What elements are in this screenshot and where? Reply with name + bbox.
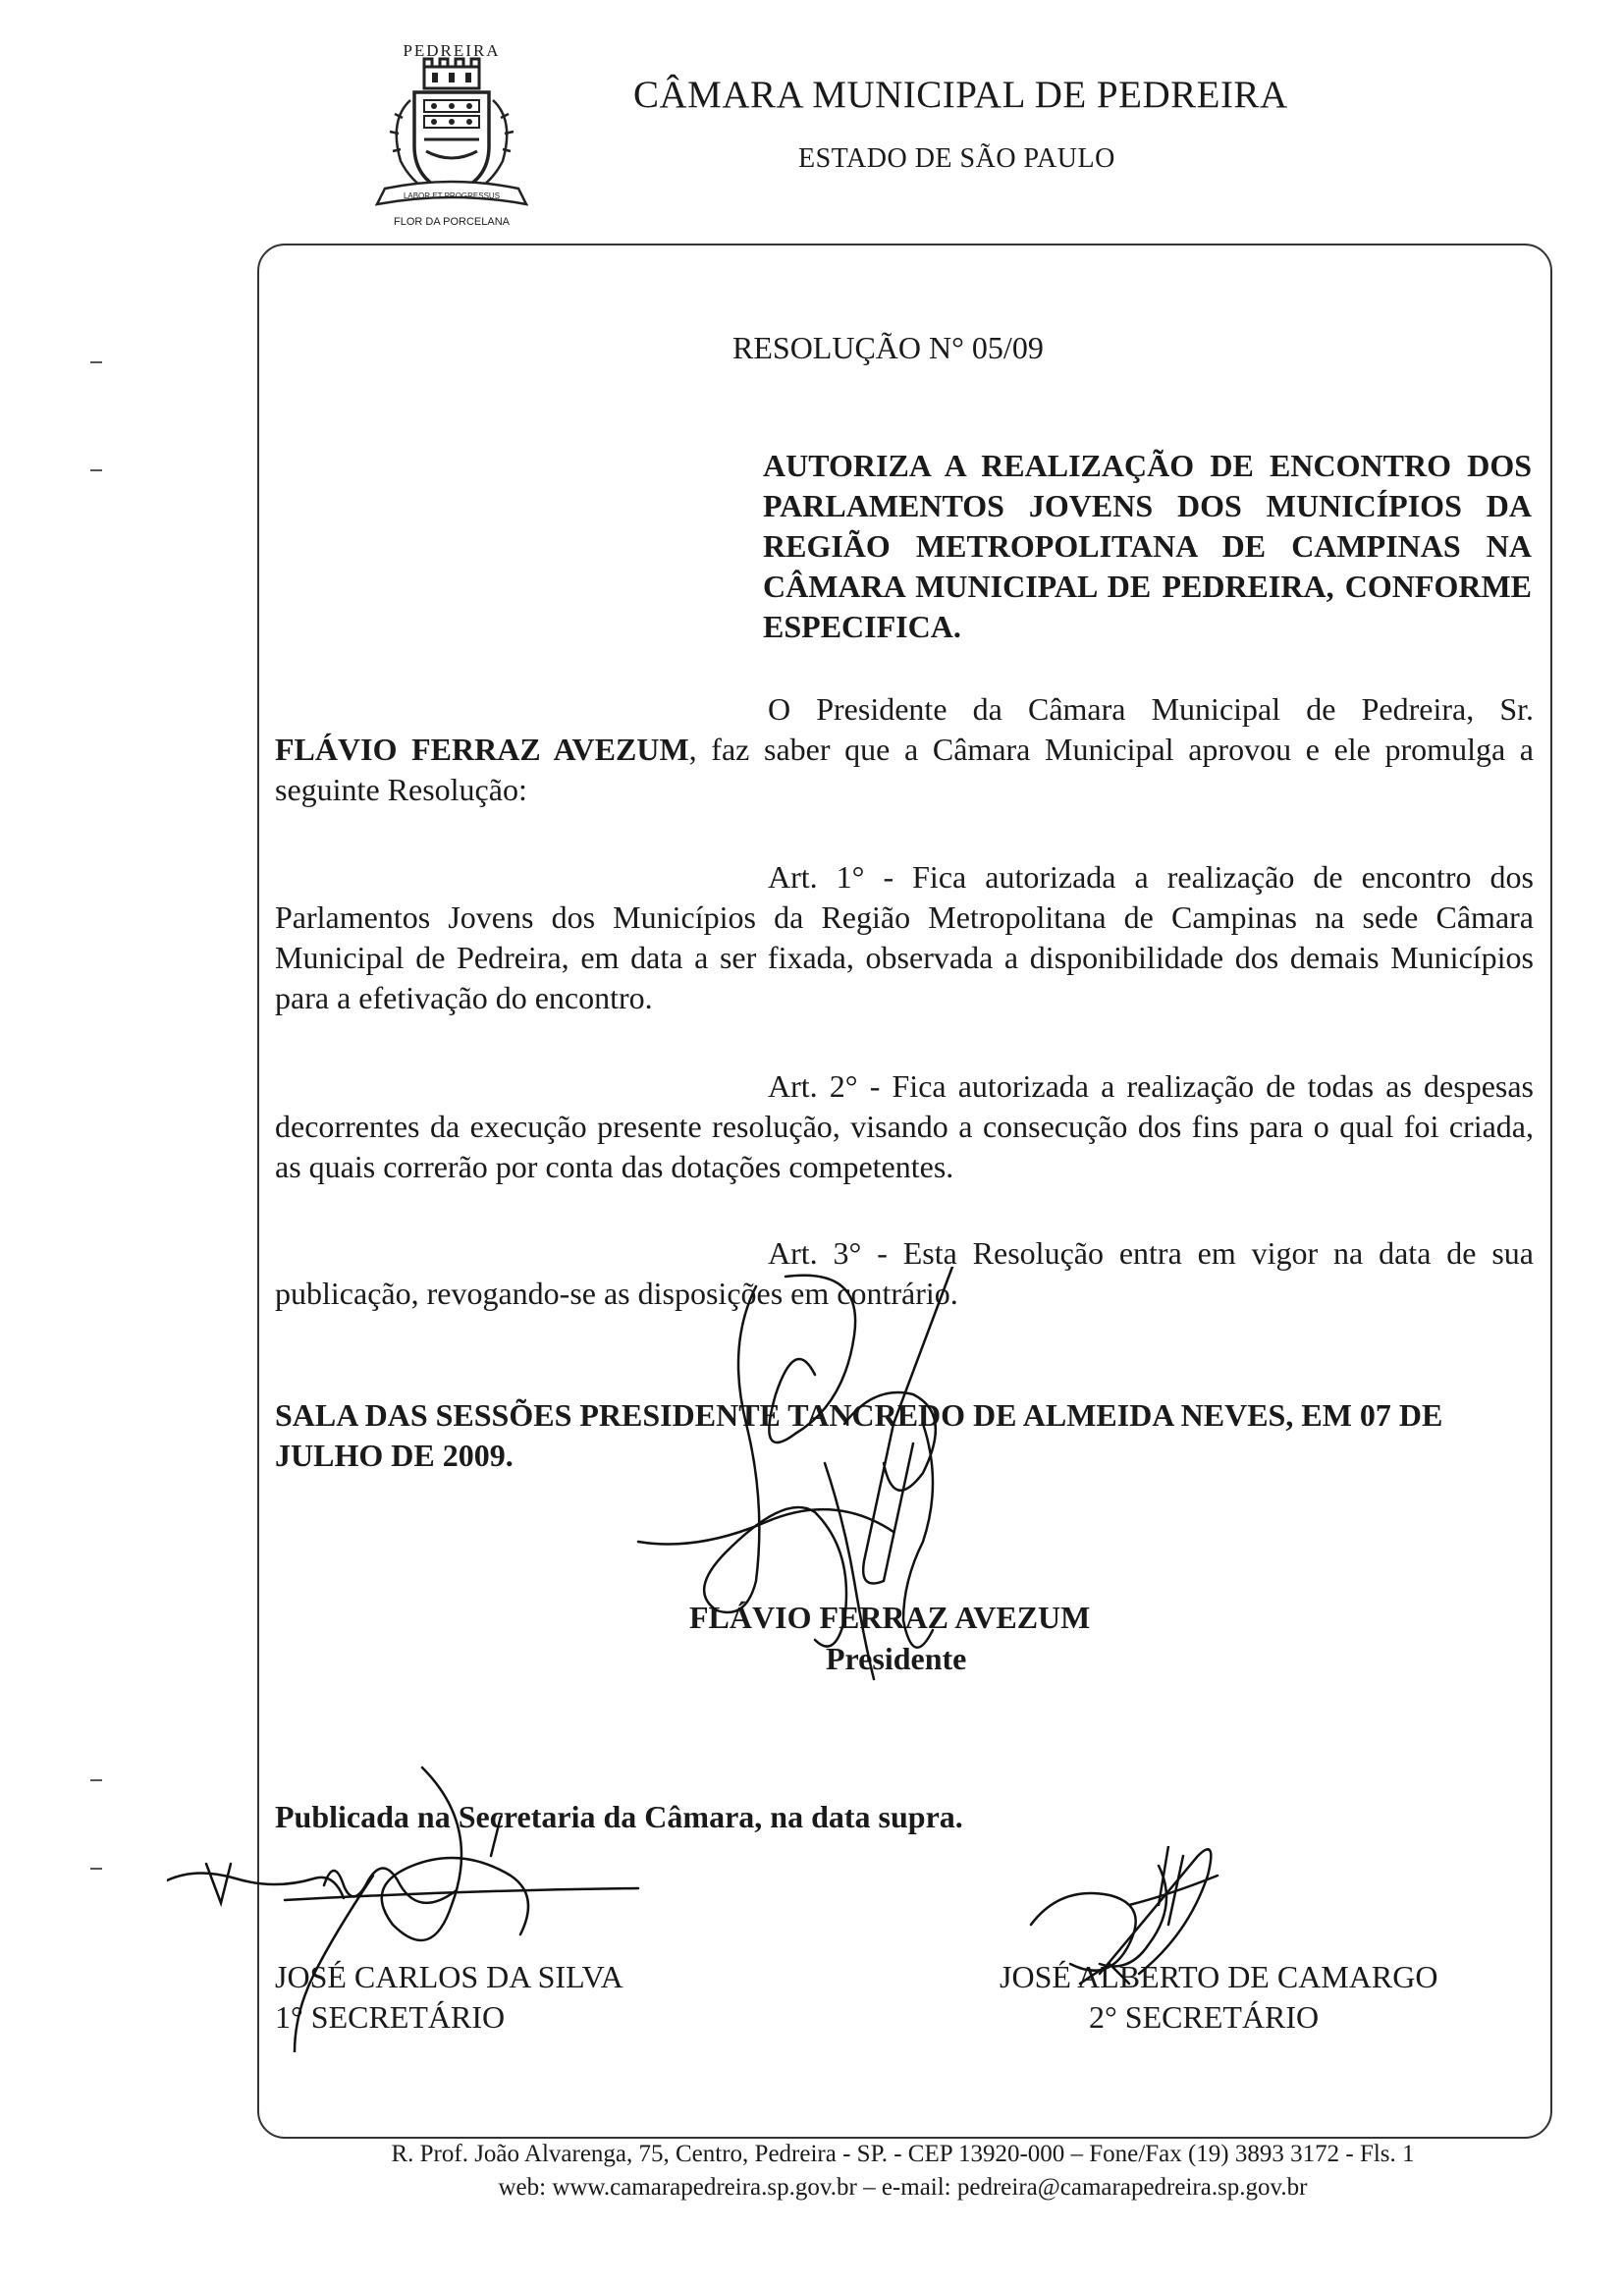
article-1 [275,857,1534,1018]
first-secretary-name: JOSÉ CARLOS DA SILVA [275,1959,623,1994]
crest-caption: FLOR DA PORCELANA [394,216,510,228]
second-secretary-role: 2° SECRETÁRIO [1089,1999,1320,2035]
footer-contact: web: www.camarapedreira.sp.gov.br – e-mail: pedreira@camarapedreira.sp.gov.br [498,2174,1308,2201]
article-2 [275,1066,1534,1187]
organization-state: ESTADO DE SÃO PAULO [798,143,1115,174]
resolution-summary: AUTORIZA A REALIZAÇÃO DE ENCONTRO DOS PARLAMENTOS JOVENS DOS MUNICÍPIOS DA REGIÃO METROPOLITANA DE CAMPINAS NA CÂMARA MUNICIPAL DE PEDREIRA, CONFORME ESPECIFICA. [763,448,1532,644]
session-hall-statement: SALA DAS SESSÕES PRESIDENTE TANCREDO DE ALMEIDA NEVES, EM 07 DE JULHO DE 2009. [275,1397,1443,1473]
second-secretary-name: JOSÉ ALBERTO DE CAMARGO [1000,1959,1438,1994]
margin-mark [90,469,102,471]
intro-suffix: , faz saber que a Câmara Municipal aprovou e ele promulga a seguinte Resolução: [275,732,1535,807]
margin-mark [90,1868,102,1870]
svg-text:LABOR ET PROGRESSUS: LABOR ET PROGRESSUS [403,191,501,200]
article-3 [275,1233,1534,1314]
publication-note: Publicada na Secretaria da Câmara, na data supra. [275,1799,963,1834]
intro-prefix: O Presidente da Câmara Municipal de Pedreira, Sr. [768,691,1534,727]
article-3-text: Art. 3° - Esta Resolução entra em vigor na data de sua publicação, revogando-se as disposições em contrário. [275,1235,1534,1311]
article-2-text: Art. 2° - Fica autorizada a realização de todas as despesas decorrentes da execução presente resolução, visando a consecução dos fins para o qual foi criada, as quais correrão por conta das dotações competentes. [275,1068,1534,1184]
margin-mark [90,1779,102,1781]
president-signature-name: FLÁVIO FERRAZ AVEZUM [689,1600,1091,1635]
president-role: Presidente [826,1641,967,1676]
president-name-inline: FLÁVIO FERRAZ AVEZUM [275,732,689,767]
footer-address: R. Prof. João Alvarenga, 75, Centro, Pedreira - SP. - CEP 13920-000 – Fone/Fax (19) 3893 3172 - Fls. 1 [391,2141,1415,2167]
crest-motto-top: PEDREIRA [403,41,501,60]
intro-paragraph [275,689,1534,810]
resolution-title: RESOLUÇÃO N° 05/09 [732,330,1044,365]
coat-of-arms-icon [363,41,540,243]
margin-mark [90,361,102,363]
organization-name: CÂMARA MUNICIPAL DE PEDREIRA [633,74,1288,116]
article-1-text: Art. 1° - Fica autorizada a realização de encontro dos Parlamentos Jovens dos Municípios da Região Metropolitana de Campinas na sede Câmara Municipal de Pedreira, em data a ser fixada, observada a disponibilidade dos demais Municípios para a efetivação do encontro. [275,859,1534,1015]
first-secretary-role: 1° SECRETÁRIO [275,1999,506,2035]
municipal-coat-of-arms [363,41,540,243]
